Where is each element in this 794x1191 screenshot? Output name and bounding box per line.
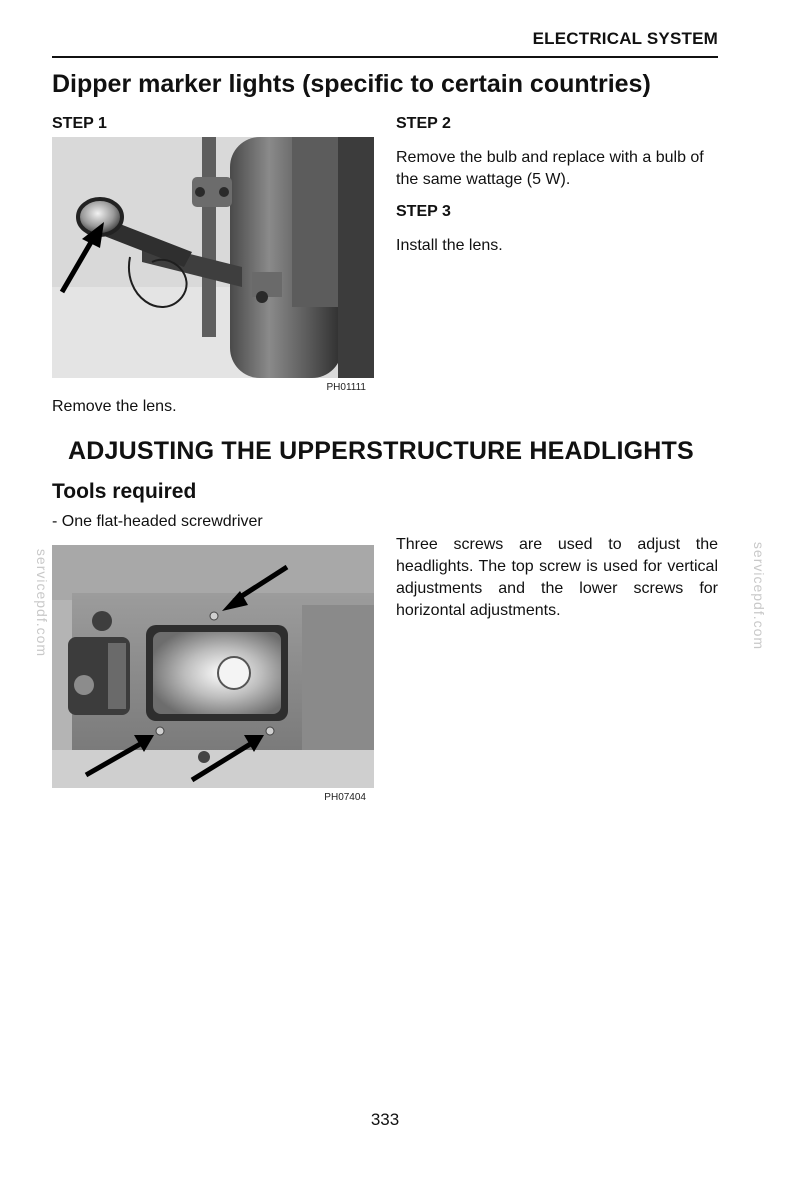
- header-rule: [52, 56, 718, 58]
- headlight-illustration: [52, 545, 374, 788]
- step3-label: STEP 3: [396, 203, 451, 220]
- watermark-right: servicepdf.com: [751, 541, 768, 651]
- step1-text: Remove the lens.: [52, 398, 177, 415]
- step2-text: Remove the bulb and replace with a bulb of the same wattage (5 W).: [396, 149, 704, 188]
- image-code: PH01111: [326, 382, 366, 393]
- section-title: Dipper marker lights (specific to certain countries): [52, 70, 651, 98]
- step1-label: STEP 1: [52, 115, 107, 132]
- tools-heading: Tools required: [52, 480, 197, 503]
- headlight-photo: [52, 545, 374, 788]
- marker-light-illustration: [52, 137, 374, 378]
- step2-label: STEP 2: [396, 115, 451, 132]
- headlight-description: Three screws are used to adjust the headlights. The top screw is used for vertical adjustments and the lower screws for horizontal adjustments.: [396, 536, 718, 619]
- tool-item: - One flat-headed screwdriver: [52, 513, 263, 530]
- section-heading: ADJUSTING THE UPPERSTRUCTURE HEADLIGHTS: [68, 437, 694, 465]
- step3-text: Install the lens.: [396, 237, 503, 254]
- watermark-left: servicepdf.com: [34, 548, 51, 658]
- page-number: 333: [370, 1110, 400, 1129]
- marker-light-photo: [52, 137, 374, 378]
- running-header: ELECTRICAL SYSTEM: [532, 29, 718, 48]
- image-code: PH07404: [324, 792, 366, 803]
